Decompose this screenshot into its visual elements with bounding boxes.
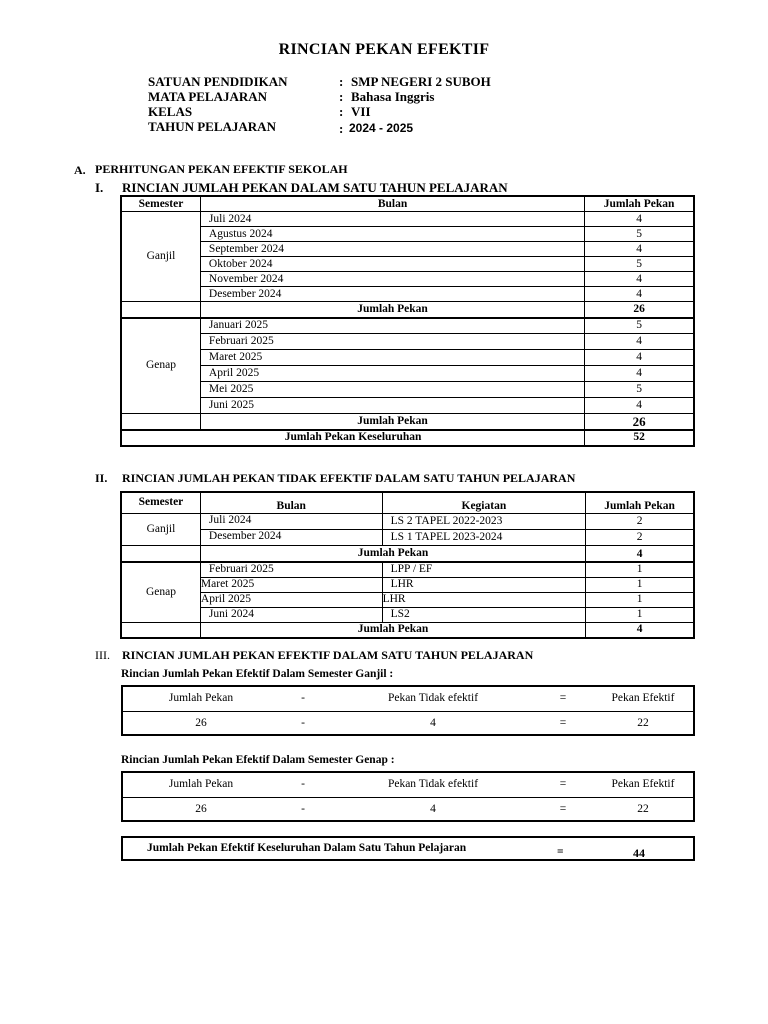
- info-label-year: TAHUN PELAJARAN: [148, 119, 276, 134]
- header-pekan-efektif: Pekan Efektif: [611, 692, 675, 704]
- genap-efektif-box: [121, 771, 695, 822]
- value-equals: =: [559, 717, 567, 729]
- table-pekan-tidak-efektif: [121, 492, 694, 638]
- section-3-title: RINCIAN JUMLAH PEKAN EFEKTIF DALAM SATU TAHUN PELAJARAN: [122, 648, 534, 662]
- table-cell-bulan: Agustus 2024: [200, 227, 584, 242]
- final-total-equals: =: [557, 846, 564, 858]
- table-cell-pekan: 1: [586, 592, 694, 607]
- col-header-kegiatan: Kegiatan: [382, 493, 586, 514]
- info-sep: :: [339, 104, 344, 119]
- table-cell-bulan: Maret 2025: [200, 577, 382, 592]
- ganjil-efektif-title: Rincian Jumlah Pekan Efektif Dalam Semester Ganjil :: [121, 668, 394, 680]
- header-minus: -: [301, 692, 305, 704]
- final-total-box: [121, 836, 695, 861]
- col-header-semester: Semester: [122, 493, 201, 514]
- section-a-marker: A.: [74, 163, 86, 177]
- table-cell-kegiatan: LHR: [382, 577, 586, 592]
- table-cell-pekan: 5: [585, 227, 694, 242]
- table-cell-kegiatan: LS 2 TAPEL 2022-2023: [382, 514, 586, 530]
- value-pekan-tidak-efektif: 4: [430, 717, 436, 729]
- table-cell-pekan: 5: [585, 257, 694, 272]
- value-jumlah-pekan: 26: [195, 717, 207, 729]
- semester-ganjil-label: Ganjil: [122, 212, 201, 302]
- value-equals: =: [559, 803, 567, 815]
- table-cell-bulan: Februari 2025: [200, 562, 382, 578]
- final-total-value: 44: [633, 846, 645, 860]
- table-cell-bulan: November 2024: [200, 272, 584, 287]
- table-cell-pekan: 4: [585, 272, 694, 287]
- table-cell-pekan: 4: [585, 350, 694, 366]
- table-cell-kegiatan: LS 1 TAPEL 2023-2024: [382, 530, 586, 546]
- table-cell-bulan: Mei 2025: [200, 382, 584, 398]
- ganjil-total-label: Jumlah Pekan: [200, 302, 584, 318]
- section-2-title: RINCIAN JUMLAH PEKAN TIDAK EFEKTIF DALAM SATU TAHUN PELAJARAN: [122, 471, 576, 485]
- table-cell-empty: [122, 622, 201, 637]
- table-cell-bulan: Oktober 2024: [200, 257, 584, 272]
- table-cell-kegiatan: LS2: [382, 607, 586, 622]
- value-pekan-tidak-efektif: 4: [430, 803, 436, 815]
- info-value-school: SMP NEGERI 2 SUBOH: [351, 74, 491, 89]
- semester-genap-label: Genap: [122, 318, 201, 414]
- header-pekan-tidak-efektif: Pekan Tidak efektif: [387, 692, 479, 704]
- header-pekan-tidak-efektif: Pekan Tidak efektif: [387, 778, 479, 790]
- genap-total-label: Jumlah Pekan: [200, 622, 585, 637]
- table-cell-bulan: Juli 2024: [200, 212, 584, 227]
- table-cell-pekan: 2: [586, 514, 694, 530]
- ganjil-total-value: 26: [585, 302, 694, 318]
- value-pekan-efektif: 22: [637, 717, 649, 729]
- genap-total-value: 26: [585, 414, 694, 430]
- table-cell-bulan: Desember 2024: [200, 530, 382, 546]
- table-cell-bulan: Februari 2025: [200, 334, 584, 350]
- table-cell-bulan: Juli 2024: [200, 514, 382, 530]
- info-sep: :: [339, 89, 344, 104]
- semester-ganjil-label: Ganjil: [122, 514, 201, 546]
- info-value-year: 2024 - 2025: [349, 121, 414, 135]
- info-value-subject: Bahasa Inggris: [351, 89, 435, 104]
- table-cell-bulan: Juni 2025: [200, 398, 584, 414]
- table-cell-bulan: Maret 2025: [200, 350, 584, 366]
- col-header-bulan: Bulan: [200, 493, 382, 514]
- info-sep: :: [339, 74, 344, 89]
- genap-efektif-title: Rincian Jumlah Pekan Efektif Dalam Semester Genap :: [121, 754, 395, 766]
- table-pekan-tahun: [121, 196, 694, 446]
- value-minus: -: [301, 717, 305, 729]
- section-3-marker: III.: [95, 648, 110, 662]
- info-label-subject: MATA PELAJARAN: [148, 89, 268, 104]
- header-equals: =: [559, 778, 567, 790]
- genap-total-value: 4: [586, 622, 694, 637]
- table-cell-kegiatan: LPP / EF: [382, 562, 586, 578]
- semester-genap-label: Genap: [122, 562, 201, 623]
- table-cell-kegiatan: LHR: [382, 592, 586, 607]
- ganjil-efektif-box: [121, 685, 695, 736]
- col-header-semester: Semester: [122, 197, 201, 212]
- col-header-jumlah-pekan: Jumlah Pekan: [586, 493, 694, 514]
- section-1-title: RINCIAN JUMLAH PEKAN DALAM SATU TAHUN PELAJARAN: [122, 180, 508, 195]
- table-cell-pekan: 2: [586, 530, 694, 546]
- genap-total-label: Jumlah Pekan: [200, 414, 584, 430]
- header-pekan-efektif: Pekan Efektif: [611, 778, 675, 790]
- table-cell-pekan: 4: [585, 334, 694, 350]
- table-cell-bulan: April 2025: [200, 366, 584, 382]
- table-cell-pekan: 4: [585, 398, 694, 414]
- table-cell-empty: [122, 414, 201, 430]
- info-sep: :: [339, 121, 344, 136]
- header-equals: =: [559, 692, 567, 704]
- header-jumlah-pekan: Jumlah Pekan: [168, 778, 234, 790]
- final-total-label: Jumlah Pekan Efektif Keseluruhan Dalam Satu Tahun Pelajaran: [147, 842, 467, 854]
- info-value-class: VII: [351, 104, 371, 119]
- header-jumlah-pekan: Jumlah Pekan: [168, 692, 234, 704]
- section-2-marker: II.: [95, 471, 108, 485]
- ganjil-total-value: 4: [586, 546, 694, 562]
- value-minus: -: [301, 803, 305, 815]
- table-cell-pekan: 5: [585, 382, 694, 398]
- table-cell-pekan: 1: [586, 562, 694, 578]
- ganjil-total-label: Jumlah Pekan: [200, 546, 585, 562]
- info-label-class: KELAS: [148, 104, 193, 119]
- table-cell-pekan: 5: [585, 318, 694, 334]
- table-cell-empty: [122, 546, 201, 562]
- grand-total-label: Jumlah Pekan Keseluruhan: [122, 430, 585, 446]
- table-cell-pekan: 1: [586, 577, 694, 592]
- table-cell-bulan: September 2024: [200, 242, 584, 257]
- table-cell-pekan: 4: [585, 242, 694, 257]
- grand-total-value: 52: [585, 430, 694, 446]
- value-jumlah-pekan: 26: [195, 803, 207, 815]
- section-1-marker: I.: [95, 180, 104, 195]
- section-a-title: PERHITUNGAN PEKAN EFEKTIF SEKOLAH: [95, 162, 348, 176]
- col-header-bulan: Bulan: [200, 197, 584, 212]
- table-cell-bulan: Januari 2025: [200, 318, 584, 334]
- table-cell-empty: [122, 302, 201, 318]
- table-cell-pekan: 4: [585, 212, 694, 227]
- table-cell-pekan: 4: [585, 366, 694, 382]
- info-label-school: SATUAN PENDIDIKAN: [148, 74, 288, 89]
- table-cell-pekan: 1: [586, 607, 694, 622]
- table-cell-bulan: April 2025: [200, 592, 382, 607]
- header-minus: -: [301, 778, 305, 790]
- table-cell-bulan: Desember 2024: [200, 287, 584, 302]
- table-cell-pekan: 4: [585, 287, 694, 302]
- page-title: RINCIAN PEKAN EFEKTIF: [278, 41, 490, 58]
- table-cell-bulan: Juni 2024: [200, 607, 382, 622]
- value-pekan-efektif: 22: [637, 803, 649, 815]
- col-header-jumlah-pekan: Jumlah Pekan: [585, 197, 694, 212]
